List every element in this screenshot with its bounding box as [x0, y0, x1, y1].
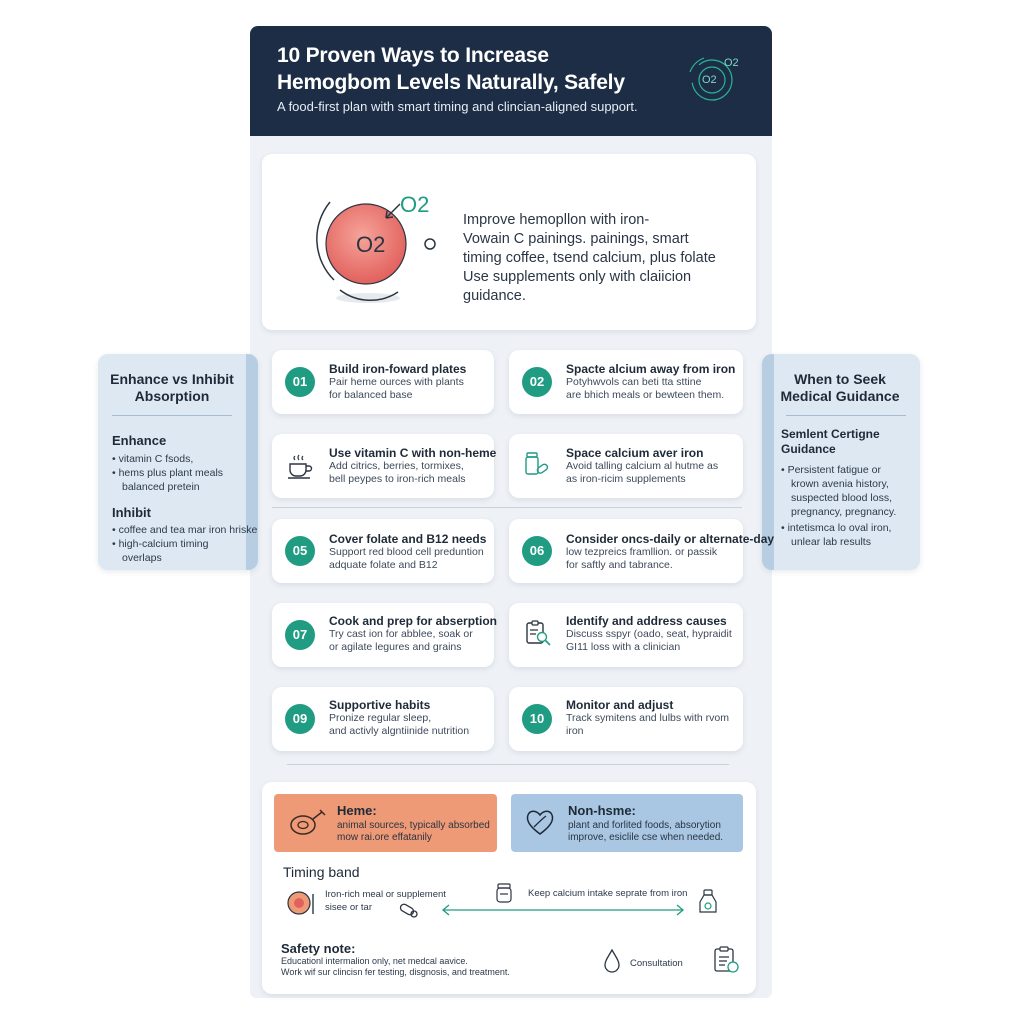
oxygen-icon-label-2: O2	[724, 57, 739, 69]
calcium-bottle-icon	[696, 888, 720, 916]
step-title: Spacte alcium away from iron	[566, 362, 736, 376]
guidance-item: suspected blood loss,	[791, 492, 892, 504]
timing-left-text: Iron-rich meal or supplement	[325, 889, 446, 900]
step-desc: bell peypes to iron-rich meals	[329, 473, 466, 485]
inhibit-heading: Inhibit	[112, 505, 151, 520]
water-drop-icon	[602, 948, 622, 974]
step-badge: 02	[522, 367, 552, 397]
hero-line-4: Use supplements only with claiicion	[463, 269, 692, 285]
step-desc: adquate folate and B12	[329, 559, 438, 571]
step-title: Supportive habits	[329, 698, 431, 712]
step-desc: Discuss sspyr (oado, seat, hypraidit	[566, 628, 732, 640]
step-badge: 06	[522, 536, 552, 566]
step-desc: for saftly and tabrance.	[566, 559, 673, 571]
timing-right-text: Keep calcium intake seprate from iron	[528, 888, 688, 899]
step-desc: or agilate legures and grains	[329, 641, 462, 653]
step-title: Identify and address causes	[566, 614, 727, 628]
safety-note-title: Safety note:	[281, 941, 356, 956]
hero-line-2: Vowain C painings. painings, smart	[463, 231, 689, 247]
page-title-line-1: 10 Proven Ways to Increase	[277, 44, 549, 67]
medical-guidance-divider	[786, 415, 906, 416]
inhibit-item: • high-calcium timing	[112, 538, 209, 550]
guidance-item: pregnancy, pregnancy.	[791, 506, 897, 518]
leaf-heart-icon	[523, 805, 557, 839]
iron-meal-icon	[286, 888, 322, 918]
section-divider	[272, 507, 742, 508]
step-desc: GI11 loss with a clinician	[566, 641, 681, 653]
consultation-label: Consultation	[630, 958, 683, 969]
step-desc: low tezpreics framllion. or passik	[566, 546, 718, 558]
hero-line-3: timing coffee, tsend calcium, plus folate	[463, 250, 716, 266]
oxygen-molecule-icon	[684, 52, 744, 106]
page-title	[277, 42, 697, 96]
step-desc: as iron-ricim supplements	[566, 473, 686, 485]
safety-line-2: Work wif sur clincisn fer testing, disgnosis, and treatment.	[281, 967, 510, 977]
step-desc: Potyhwvols can beti tta sttine	[566, 376, 702, 388]
clipboard-magnifier-icon	[524, 619, 552, 647]
timing-band-title: Timing band	[283, 864, 360, 880]
heme-desc: animal sources, typically absorbed	[337, 820, 490, 831]
hero-line-1: Improve hemopllon with iron-	[463, 212, 650, 228]
safety-line-1: Educationl intermalion only, net medcal aavice.	[281, 956, 468, 966]
meat-steak-icon	[288, 806, 328, 840]
enhance-item: • hems plus plant meals	[112, 467, 224, 479]
step-desc: Avoid talling calcium al hutme as	[566, 460, 719, 472]
medical-guidance-title: When to Seek Medical Guidance	[780, 371, 900, 404]
inhibit-item: overlaps	[122, 552, 162, 564]
step-desc: Pronize regular sleep,	[329, 712, 432, 724]
step-desc: are bhich meals or bewteen them.	[566, 389, 725, 401]
timing-arrow	[440, 904, 686, 916]
step-badge: 01	[285, 367, 315, 397]
step-desc: for balanced base	[329, 389, 413, 401]
absorption-panel-divider	[112, 415, 232, 416]
step-title: Cover folate and B12 needs	[329, 532, 487, 546]
step-title: Use vitamin C with non-heme	[329, 446, 497, 460]
red-blood-cell-oxygen-icon	[300, 170, 450, 310]
step-desc: Track symitens and lulbs with rvom	[566, 712, 729, 724]
step-desc: Pair heme ources with plants	[329, 376, 464, 388]
guidance-item: unlear lab results	[791, 536, 871, 548]
enhance-item: • vitamin C fsods,	[112, 453, 194, 465]
step-desc: iron	[566, 725, 584, 737]
hero-line-5: guidance.	[463, 288, 526, 304]
step-title: Space calcium aver iron	[566, 446, 704, 460]
step-badge: 07	[285, 620, 315, 650]
guidance-heading: Semlent Certigne Guidance	[781, 427, 880, 456]
absorption-panel-accent	[246, 354, 258, 570]
section-divider	[287, 764, 729, 765]
step-title: Monitor and adjust	[566, 698, 674, 712]
clipboard-icon	[711, 945, 741, 975]
pill-icon	[398, 900, 420, 920]
step-title: Build iron-foward plates	[329, 362, 467, 376]
nonheme-desc: plant and forlited foods, absorytion	[568, 820, 721, 831]
hero-summary	[463, 211, 743, 306]
heme-desc: mow rai.ore effatanily	[337, 832, 432, 843]
step-badge: 05	[285, 536, 315, 566]
coffee-cup-icon	[286, 452, 314, 480]
page-subtitle: A food-first plan with smart timing and clincian-aligned support.	[277, 99, 638, 114]
timing-left-text: sisee or tar	[325, 902, 372, 913]
enhance-heading: Enhance	[112, 433, 167, 448]
oxygen-icon-label: O2	[702, 74, 717, 86]
o2-inner-label: O2	[356, 232, 386, 257]
step-desc: Support red blood cell preduntion	[329, 546, 484, 558]
step-title: Consider oncs-daily or alternate-day	[566, 532, 775, 546]
heme-title: Heme:	[337, 803, 377, 818]
step-desc: Add citrics, berries, tormixes,	[329, 460, 464, 472]
supplement-jar-icon	[494, 882, 514, 904]
o2-outer-label: O2	[400, 192, 430, 217]
absorption-panel-title: Enhance vs Inhibit Absorption	[110, 371, 234, 404]
nonheme-title: Non-hsme:	[568, 803, 636, 818]
guidance-item: • intetismca lo oval iron,	[781, 522, 892, 534]
guidance-item: • Persistent fatigue or	[781, 464, 881, 476]
step-desc: Try cast ion for abblee, soak or	[329, 628, 473, 640]
nonheme-desc: improve, esiclile cse when needed.	[568, 832, 724, 843]
step-desc: and activly algntiinide nutrition	[329, 725, 470, 737]
supplement-bottle-icon	[522, 450, 550, 478]
inhibit-item: • coffee and tea mar iron hriske	[112, 524, 258, 536]
enhance-item: balanced pretein	[122, 481, 200, 493]
step-badge: 10	[522, 704, 552, 734]
page-title-line-2: Hemogbom Levels Naturally, Safely	[277, 71, 625, 94]
step-title: Cook and prep for abserption	[329, 614, 498, 628]
step-badge: 09	[285, 704, 315, 734]
safety-note-text	[281, 956, 510, 978]
guidance-item: krown avenia history,	[791, 478, 889, 490]
